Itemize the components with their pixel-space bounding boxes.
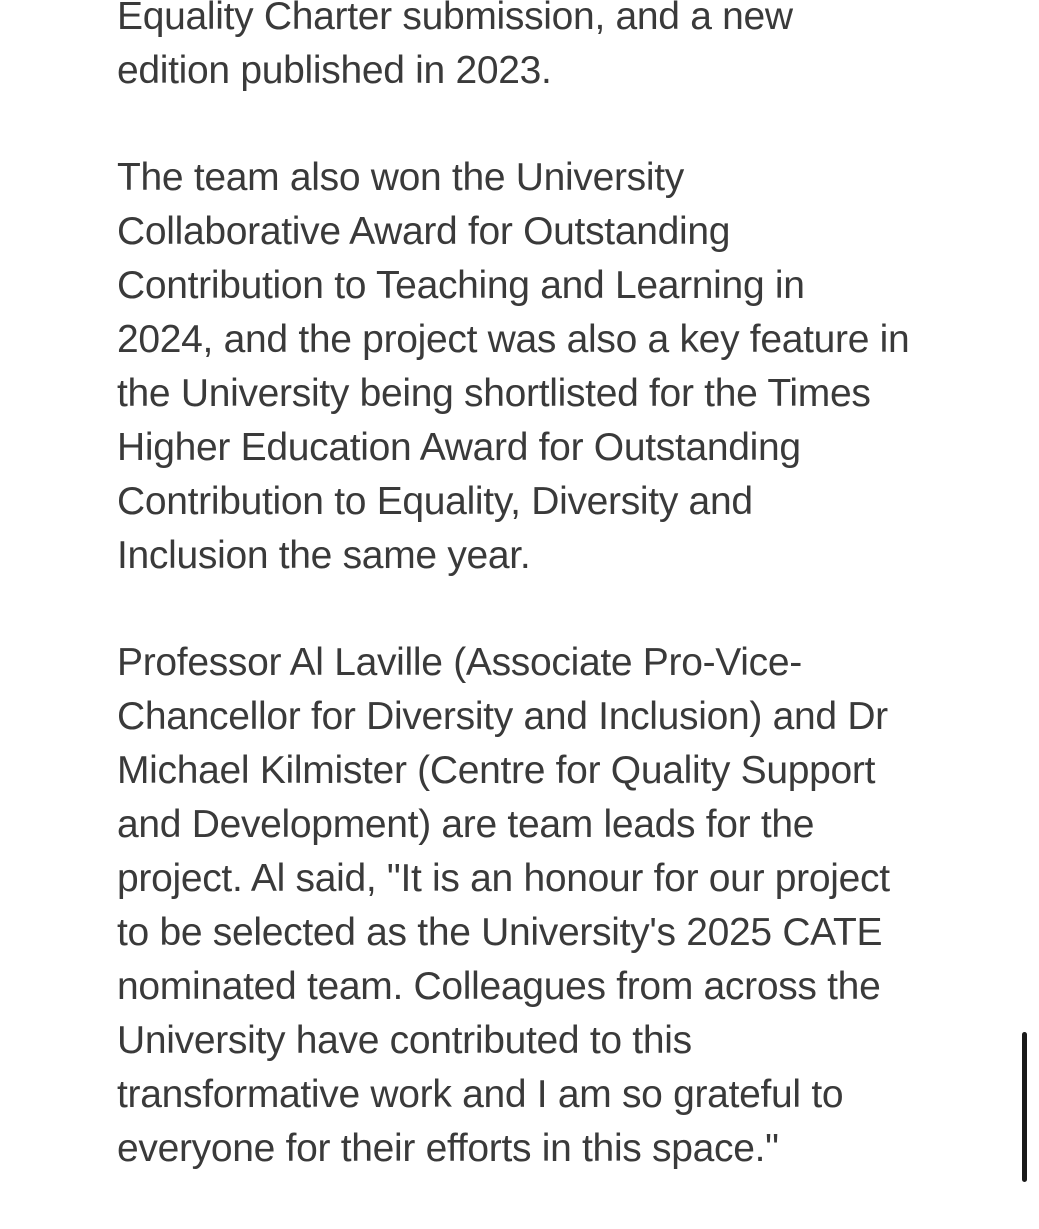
text-line: project. Al said, "It is an honour for our project: [117, 857, 890, 900]
text-line: nominated team. Colleagues from across the: [117, 965, 881, 1008]
vertical-scrollbar-thumb[interactable]: [1022, 1032, 1027, 1182]
text-line: The team also won the University: [117, 156, 684, 199]
text-line: Equality Charter submission, and a new: [117, 0, 793, 38]
text-line: Collaborative Award for Outstanding: [117, 210, 731, 253]
paragraph-equality-charter: [117, 0, 987, 98]
text-line: Professor Al Laville (Associate Pro-Vice-: [117, 641, 802, 684]
article-body: [117, 0, 987, 1229]
text-line: University have contributed to this: [117, 1019, 692, 1062]
text-line: Chancellor for Diversity and Inclusion) and Dr: [117, 695, 888, 738]
text-line: edition published in 2023.: [117, 49, 552, 92]
text-line: the University being shortlisted for the Times: [117, 372, 871, 415]
paragraph-team-leads-quote: [117, 636, 987, 1176]
text-line: Contribution to Equality, Diversity and: [117, 480, 753, 523]
text-line: Michael Kilmister (Centre for Quality Support: [117, 749, 876, 792]
text-line: and Development) are team leads for the: [117, 803, 815, 846]
text-line: Higher Education Award for Outstanding: [117, 426, 801, 469]
paragraph-awards: [117, 151, 987, 583]
text-line: Contribution to Teaching and Learning in: [117, 264, 805, 307]
text-line: everyone for their efforts in this space.": [117, 1127, 779, 1170]
text-line: 2024, and the project was also a key feature in: [117, 318, 910, 361]
text-line: to be selected as the University's 2025 CATE: [117, 911, 883, 954]
text-line: Inclusion the same year.: [117, 534, 531, 577]
text-line: transformative work and I am so grateful to: [117, 1073, 844, 1116]
